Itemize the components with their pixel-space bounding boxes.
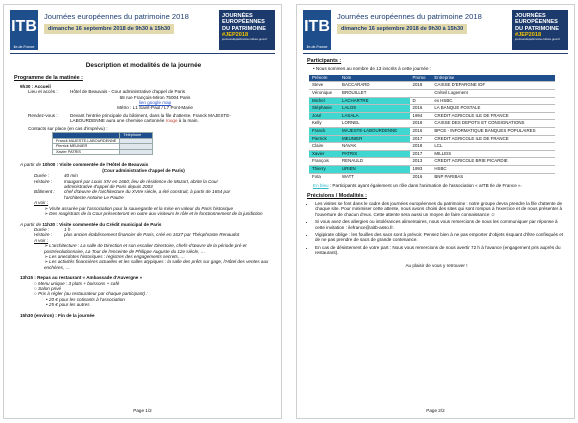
closing-line: Au plaisir de vous y retrouver ! bbox=[405, 262, 468, 268]
aitb-logo: ITB Ile-de-France bbox=[10, 10, 38, 50]
visit1-item: Durée : 40 min bbox=[34, 173, 78, 179]
contacts-table: Téléphone Franck MAJESTE-LABOURDENNE 06 00 00 00 00 Pierrick MEUNIER 06 00 00 00 00 Xavier PATRIS 06 00 00 00 00 bbox=[52, 132, 153, 155]
document-page-1 bbox=[3, 4, 282, 419]
participant-entreprise: BPCE - INFORMATIQUE BANQUES POPULAIRES bbox=[431, 127, 555, 135]
lieu-row: Lieu et accès : Hôtel de Beauvais - Cour administrative d'appel de Paris 68 rue François-Miron 75004 Paris lien google map Métro : L1 Saint-Paul / L7 Pont-Marie bbox=[28, 89, 193, 111]
participant-promo: 1993 bbox=[410, 165, 432, 173]
participant-prenom: José bbox=[309, 112, 339, 120]
participant-prenom: Franck bbox=[309, 127, 339, 135]
participant-promo bbox=[410, 90, 432, 98]
header-date: dimanche 16 septembre 2018 de 9h30 à 15h30 bbox=[44, 24, 174, 34]
contact-row: Pierrick MEUNIER 06 00 00 00 00 bbox=[53, 144, 153, 150]
precision-item: • Si vous avez des allergies ou intolérances alimentaires, nous vous remercions de nous les communiquer par réponse à cette invitation : ilefrance@aitb-asso.fr. bbox=[315, 219, 566, 230]
precision-item: • En cas de désistement de votre part : Nous vous remercions de nous avertir 72 h à l'avance (engagement pris auprès du restaurant). bbox=[315, 245, 566, 256]
visit2-title: A partir de 11h30 : Visite commentée du Crédit municipal de Paris bbox=[20, 221, 162, 227]
participant-nom: MEUNIER bbox=[339, 135, 410, 143]
header-divider bbox=[10, 53, 275, 54]
participant-promo: 2018 bbox=[410, 143, 432, 151]
participants-count: • Nous sommes au nombre de 13 inscrits à cette journée : bbox=[313, 66, 432, 72]
contact-row: Xavier PATRIS 06 00 00 00 00 bbox=[53, 149, 153, 155]
participant-promo: 1994 bbox=[410, 112, 432, 120]
page-footer: Page 2/2 bbox=[426, 408, 445, 413]
visit2-item: Histoire : plus ancien établissement financier de Paris, créé en 1637 par Théophraste Renaudot bbox=[34, 232, 240, 238]
precision-item: • Les visites se font dans le cadre des journées européennes du patrimoine : notre groupe devra prendre la file d'attente de chaque site. Pour minimiser cette attente, nous avons choisi des sites qui sont rompus à l'exercice et de nous présenter à l'ouverture de chacun d'eux. Cette attente sera aussi un moyen de faire connaissance ☺ bbox=[315, 201, 566, 217]
participant-promo: 2017 bbox=[410, 150, 432, 158]
participant-row bbox=[309, 158, 555, 166]
lunch-item: ○ Menu unique : 3 plats + boissons + café bbox=[34, 280, 120, 286]
participant-prenom: Pierrick bbox=[309, 135, 339, 143]
participant-entreprise: CREDIT AGRICOLE BRIE PICARDIE bbox=[431, 158, 555, 166]
participant-row bbox=[309, 82, 555, 90]
visit1-avoir-item: ➢ Visite assurée par l'association pour la sauvegarde et la mise en valeur du Paris historique bbox=[44, 205, 234, 211]
participant-entreprise: ex HSBC bbox=[431, 97, 555, 105]
participant-row bbox=[309, 150, 555, 158]
participant-row bbox=[309, 173, 555, 180]
accueil-time: 9h30 : Accueil bbox=[20, 83, 51, 89]
visit1-subtitle: (Cour administrative d'appel de Paris) bbox=[102, 167, 185, 173]
participant-nom: URIEN bbox=[339, 165, 410, 173]
jep-logo: JOURNÉES EUROPÉENNES DU PATRIMOINE #JEP2018 journeesdupatrimoine.culture.gouv.fr bbox=[512, 10, 568, 50]
participant-prenom: Véronique bbox=[309, 90, 339, 98]
visit1-title: A partir de 10h00 : Visite commentée de l'Hôtel de Beauvais bbox=[20, 162, 149, 168]
participant-row bbox=[309, 105, 555, 113]
header-title: Journées européennes du patrimoine 2018 bbox=[337, 12, 482, 21]
participant-nom: BACCARARD bbox=[339, 82, 410, 90]
participant-nom: LASALA bbox=[339, 112, 410, 120]
header-divider bbox=[303, 53, 568, 54]
participant-prenom: Xavier bbox=[309, 150, 339, 158]
participant-prenom: Kelly bbox=[309, 120, 339, 128]
programme-heading: Programme de la matinée : bbox=[14, 75, 83, 82]
participant-prenom: Michel bbox=[309, 97, 339, 105]
participant-nom: MAJESTE-LABOURDENNE bbox=[339, 127, 410, 135]
participant-row bbox=[309, 90, 555, 98]
participant-promo: 2017 bbox=[410, 135, 432, 143]
lunch-item: ○ Prix à régler (au restaurateur par chaque participant) : bbox=[34, 291, 148, 297]
participant-promo: 2018 bbox=[410, 82, 432, 90]
google-map-link[interactable]: lien google map bbox=[138, 100, 172, 106]
lunch-item: • 25 € pour les autres bbox=[46, 302, 90, 308]
visit1-avoir-label: A voir : bbox=[34, 200, 49, 206]
participant-nom: RENAULD bbox=[339, 158, 410, 166]
participant-nom: LORNEL bbox=[339, 120, 410, 128]
document-page-2 bbox=[296, 4, 575, 419]
participant-entreprise: LA BANQUE POSTALE bbox=[431, 105, 555, 113]
visit1-item: Bâtiment : chef d'œuvre de l'architecture du XVIIe siècle, a été construit, à partir de 1654 par l'architecte Antoine Le Pautre bbox=[34, 189, 231, 200]
jep-logo: JOURNÉES EUROPÉENNES DU PATRIMOINE #JEP2018 journeesdupatrimoine.culture.gouv.fr bbox=[219, 10, 275, 50]
visit2-avoir-label: A voir : bbox=[34, 237, 49, 243]
precision-item: • Vigipirate oblige : les fouilles des sacs sont à prévoir. Pensez bien à ne pas emporter d'objets risquant d'être confisqués et de ne pas prendre de sacs de grande contenance. bbox=[315, 232, 566, 243]
visit2-item: Durée : 1 h bbox=[34, 226, 71, 232]
participant-promo: 2016 bbox=[410, 105, 432, 113]
visit2-avoir-item: ➢ Les anecdotes historiques : registres des engagements secrets, … bbox=[44, 253, 185, 259]
participant-entreprise: HSBC bbox=[431, 165, 555, 173]
participant-entreprise: BNP PARIBAS bbox=[431, 173, 555, 180]
precisions-heading: Précisions / Modalités : bbox=[307, 192, 367, 199]
participant-row bbox=[309, 120, 555, 128]
participant-prenom: Steve bbox=[309, 82, 339, 90]
participants-table: Prénom Nom Promo Entreprise Steve BACCARARD 2018 CAISSE D'EPARGNE IDF Véronique BROUILLET Créteil Logement Michel LACHARTRE D ex HSBC Stéphanie LALOS 2016 LA BANQUE POSTALE José LASALA 1994 CREDIT AGRICOLE ILE DE FRANCE Kelly LORNEL 2018 CAISSE DES DEPOTS ET CONSIGNATIONS Franck MAJESTE-LABOURDENNE 2016 BPCE - INFORMATIQUE BANQUES POPULAIRES Pierrick MEUNIER 2017 CREDIT AGRICOLE ILE DE FRANCE Claire NAVAK 2018 LCL Xavier PATRIS 2017 MILLEIS François RENAULD 2013 CREDIT AGRICOLE BRIE PICARDIE Thierry URIEN 1993 HSBC Fota WATT 2016 BNP PARIBAS bbox=[309, 75, 555, 180]
visit1-avoir-item: ➢ Des magistrats de la Cour présenteront en outre aux visiteurs le rôle et le fonctionnement de la juridiction bbox=[44, 211, 263, 217]
participant-row bbox=[309, 112, 555, 120]
lunch-item: ○ Salon privé bbox=[34, 285, 62, 291]
participant-prenom: François bbox=[309, 158, 339, 166]
participant-nom: WATT bbox=[339, 173, 410, 180]
participant-nom: NAVAK bbox=[339, 143, 410, 151]
participant-entreprise: CREDIT AGRICOLE ILE DE FRANCE bbox=[431, 112, 555, 120]
participant-entreprise: LCL bbox=[431, 143, 555, 151]
lunch-item: • 20 € pour les cotisants à l'association bbox=[46, 296, 125, 302]
participant-promo: 2016 bbox=[410, 173, 432, 180]
visit2-avoir-item: ➢ Les activités financières actuelles et les salles atypiques : la salle des prêts sur gage, l'Hôtel des ventes aux enchères, … bbox=[44, 259, 269, 270]
participant-promo: 2016 bbox=[410, 127, 432, 135]
participant-entreprise: CAISSE D'EPARGNE IDF bbox=[431, 82, 555, 90]
participant-entreprise: MILLEIS bbox=[431, 150, 555, 158]
page-header bbox=[10, 10, 275, 52]
participant-prenom: Stéphanie bbox=[309, 105, 339, 113]
participant-row bbox=[309, 127, 555, 135]
participant-promo: D bbox=[410, 97, 432, 105]
participant-promo: 2018 bbox=[410, 120, 432, 128]
participant-prenom: Claire bbox=[309, 143, 339, 151]
header-date: dimanche 16 septembre 2018 de 9h30 à 15h30 bbox=[337, 24, 467, 34]
participant-nom: BROUILLET bbox=[339, 90, 410, 98]
participant-promo: 2013 bbox=[410, 158, 432, 166]
visit2-avoir-item: ➢ L'architecture : La salle de Direction et son escalier Directoire, chefs-d'œuvre de la période pré et postrévolutionnaire, La Tour de l'enceinte de Philippe Auguste du 12e siècle, … bbox=[44, 243, 247, 254]
header-title: Journées européennes du patrimoine 2018 bbox=[44, 12, 189, 21]
participants-heading: Participants : bbox=[307, 58, 342, 64]
contacts-label: Contacts sur place (en cas d'imprévu) : bbox=[28, 125, 108, 131]
rdv-row: Rendez-vous : Devant l'entrée principale du bâtiment, dans la file d'attente. Franck MAJESTE-LABOURDENNE aura une chemise cartonnée rouge à la main. bbox=[28, 112, 231, 124]
participant-row bbox=[309, 143, 555, 151]
participants-note: En bleu : Participants ayant également un rôle dans l'animation de l'association « aITB Ile de France ». bbox=[313, 183, 522, 189]
participant-nom: LALOS bbox=[339, 105, 410, 113]
page-header bbox=[303, 10, 568, 52]
participant-entreprise: CAISSE DES DEPOTS ET CONSIGNATIONS bbox=[431, 120, 555, 128]
visit1-item: Histoire : Inauguré par Louis XIV en 1660, lieu de résidence de Mozart, abrite la Cour administrative d'appel de Paris depuis 2003 bbox=[34, 178, 218, 190]
participant-prenom: Thierry bbox=[309, 165, 339, 173]
participant-row bbox=[309, 97, 555, 105]
participant-row bbox=[309, 165, 555, 173]
end-time: 15h30 (environ) : Fin de la journée bbox=[20, 312, 95, 318]
lunch-title: 13h15 : Repas au restaurant « Ambassade d'Auvergne » bbox=[20, 275, 143, 281]
participant-nom: PATRIS bbox=[339, 150, 410, 158]
participant-row bbox=[309, 135, 555, 143]
participant-entreprise: CREDIT AGRICOLE ILE DE FRANCE bbox=[431, 135, 555, 143]
page-footer: Page 1/2 bbox=[133, 408, 152, 413]
precisions-list bbox=[307, 201, 566, 256]
contact-row: Franck MAJESTE-LABOURDENNE 06 00 00 00 00 bbox=[53, 138, 153, 144]
aitb-logo: ITB Ile-de-France bbox=[303, 10, 331, 50]
participant-nom: LACHARTRE bbox=[339, 97, 410, 105]
participant-entreprise: Créteil Logement bbox=[431, 90, 555, 98]
doc-title: Description et modalités de la journée bbox=[85, 62, 202, 69]
participant-prenom: Fota bbox=[309, 173, 339, 180]
